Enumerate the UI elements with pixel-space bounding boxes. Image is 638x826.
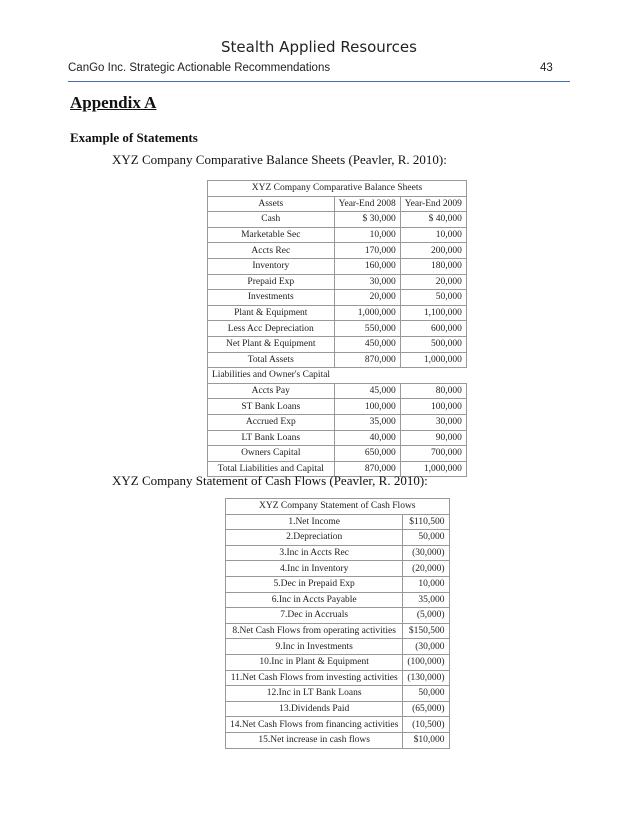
table-row bbox=[208, 243, 467, 259]
column-header: Assets bbox=[208, 196, 335, 212]
table-row bbox=[226, 530, 450, 546]
table-row bbox=[226, 732, 450, 748]
liabilities-heading: Liabilities and Owner's Capital bbox=[208, 368, 335, 384]
row-value: 10,000 bbox=[403, 576, 449, 592]
row-value: $10,000 bbox=[403, 732, 449, 748]
balance-sheet-table bbox=[207, 180, 467, 477]
row-value: 700,000 bbox=[400, 446, 466, 462]
row-value: 50,000 bbox=[403, 530, 449, 546]
row-value: 1,000,000 bbox=[334, 305, 400, 321]
row-value: 870,000 bbox=[334, 352, 400, 368]
table-row bbox=[208, 383, 467, 399]
row-value: 35,000 bbox=[334, 414, 400, 430]
table-row bbox=[226, 576, 450, 592]
row-label: Plant & Equipment bbox=[208, 305, 335, 321]
table-row bbox=[226, 608, 450, 624]
row-label: 10.Inc in Plant & Equipment bbox=[226, 654, 403, 670]
row-value: 550,000 bbox=[334, 321, 400, 337]
row-label: Net Plant & Equipment bbox=[208, 336, 335, 352]
table-row bbox=[226, 639, 450, 655]
table-row bbox=[226, 561, 450, 577]
running-header: CanGo Inc. Strategic Actionable Recommendations bbox=[68, 62, 331, 74]
row-value: $110,500 bbox=[403, 514, 449, 530]
section-heading: Example of Statements bbox=[70, 130, 198, 145]
table-row bbox=[208, 305, 467, 321]
row-value: 90,000 bbox=[400, 430, 466, 446]
row-value: 100,000 bbox=[334, 399, 400, 415]
row-value: 35,000 bbox=[403, 592, 449, 608]
row-value: (130,000) bbox=[403, 670, 449, 686]
table-row bbox=[208, 399, 467, 415]
row-label: 3.Inc in Accts Rec bbox=[226, 545, 403, 561]
row-value: (65,000) bbox=[403, 701, 449, 717]
row-label: 8.Net Cash Flows from operating activities bbox=[226, 623, 403, 639]
table-row bbox=[208, 352, 467, 368]
row-label: Marketable Sec bbox=[208, 227, 335, 243]
row-value: 40,000 bbox=[334, 430, 400, 446]
row-value: 170,000 bbox=[334, 243, 400, 259]
table-title-row bbox=[226, 499, 450, 515]
table-row bbox=[226, 717, 450, 733]
row-label: LT Bank Loans bbox=[208, 430, 335, 446]
appendix-heading: Appendix A bbox=[70, 93, 157, 112]
row-value: 30,000 bbox=[334, 274, 400, 290]
balance-sheet-caption: XYZ Company Comparative Balance Sheets (Peavler, R. 2010): bbox=[112, 152, 447, 167]
row-label: Prepaid Exp bbox=[208, 274, 335, 290]
table-row bbox=[208, 414, 467, 430]
table-row bbox=[208, 336, 467, 352]
row-label: Inventory bbox=[208, 258, 335, 274]
row-label: 12.Inc in LT Bank Loans bbox=[226, 686, 403, 702]
cash-flow-caption: XYZ Company Statement of Cash Flows (Peavler, R. 2010): bbox=[112, 473, 428, 488]
balance-sheet-title: XYZ Company Comparative Balance Sheets bbox=[208, 181, 467, 197]
header-rule bbox=[68, 81, 570, 82]
row-value: 650,000 bbox=[334, 446, 400, 462]
document-title: Stealth Applied Resources bbox=[221, 38, 417, 56]
row-label: Cash bbox=[208, 212, 335, 228]
row-label: Accts Rec bbox=[208, 243, 335, 259]
row-value: 180,000 bbox=[400, 258, 466, 274]
row-value: (30,000) bbox=[403, 545, 449, 561]
table-section-row bbox=[208, 368, 467, 384]
table-row bbox=[226, 670, 450, 686]
table-title-row bbox=[208, 181, 467, 197]
row-label: Less Acc Depreciation bbox=[208, 321, 335, 337]
table-row bbox=[208, 290, 467, 306]
row-value: 600,000 bbox=[400, 321, 466, 337]
row-value: 45,000 bbox=[334, 383, 400, 399]
column-header: Year-End 2009 bbox=[400, 196, 466, 212]
table-row bbox=[208, 446, 467, 462]
row-value: (20,000) bbox=[403, 561, 449, 577]
row-label: 15.Net increase in cash flows bbox=[226, 732, 403, 748]
table-row bbox=[208, 212, 467, 228]
table-row bbox=[226, 623, 450, 639]
row-value: $150,500 bbox=[403, 623, 449, 639]
table-row bbox=[226, 592, 450, 608]
row-value: 10,000 bbox=[400, 227, 466, 243]
table-row bbox=[208, 321, 467, 337]
row-value: (10,500) bbox=[403, 717, 449, 733]
row-value: 100,000 bbox=[400, 399, 466, 415]
cash-flow-table bbox=[225, 498, 450, 749]
row-label: 4.Inc in Inventory bbox=[226, 561, 403, 577]
table-row bbox=[226, 545, 450, 561]
row-value: 20,000 bbox=[400, 274, 466, 290]
row-value: 200,000 bbox=[400, 243, 466, 259]
table-row bbox=[226, 701, 450, 717]
row-label: Accts Pay bbox=[208, 383, 335, 399]
column-header: Year-End 2008 bbox=[334, 196, 400, 212]
row-label: 2.Depreciation bbox=[226, 530, 403, 546]
row-label: Total Liabilities and Capital bbox=[208, 461, 335, 477]
cash-flow-title: XYZ Company Statement of Cash Flows bbox=[226, 499, 450, 515]
row-value: 1,000,000 bbox=[400, 461, 466, 477]
row-value: (5,000) bbox=[403, 608, 449, 624]
page-number: 43 bbox=[540, 62, 553, 74]
table-row bbox=[226, 654, 450, 670]
row-label: 5.Dec in Prepaid Exp bbox=[226, 576, 403, 592]
row-label: Investments bbox=[208, 290, 335, 306]
table-row bbox=[208, 430, 467, 446]
row-value: (100,000) bbox=[403, 654, 449, 670]
table-header-row bbox=[208, 196, 467, 212]
row-value: 20,000 bbox=[334, 290, 400, 306]
row-value: (30,000 bbox=[403, 639, 449, 655]
row-value: 1,000,000 bbox=[400, 352, 466, 368]
row-value: $ 30,000 bbox=[334, 212, 400, 228]
row-label: ST Bank Loans bbox=[208, 399, 335, 415]
row-value: 1,100,000 bbox=[400, 305, 466, 321]
row-label: 9.Inc in Investments bbox=[226, 639, 403, 655]
row-value: 870,000 bbox=[334, 461, 400, 477]
row-value: 450,000 bbox=[334, 336, 400, 352]
table-row bbox=[208, 227, 467, 243]
table-row bbox=[208, 258, 467, 274]
table-row bbox=[226, 514, 450, 530]
row-value: 500,000 bbox=[400, 336, 466, 352]
row-value: $ 40,000 bbox=[400, 212, 466, 228]
row-label: 11.Net Cash Flows from investing activities bbox=[226, 670, 403, 686]
row-value: 80,000 bbox=[400, 383, 466, 399]
row-value: 10,000 bbox=[334, 227, 400, 243]
row-label: Owners Capital bbox=[208, 446, 335, 462]
row-value: 50,000 bbox=[400, 290, 466, 306]
row-label: 7.Dec in Accruals bbox=[226, 608, 403, 624]
row-value: 160,000 bbox=[334, 258, 400, 274]
row-label: Total Assets bbox=[208, 352, 335, 368]
row-label: 1.Net Income bbox=[226, 514, 403, 530]
row-value: 50,000 bbox=[403, 686, 449, 702]
row-label: 13.Dividends Paid bbox=[226, 701, 403, 717]
table-row bbox=[208, 274, 467, 290]
table-row bbox=[226, 686, 450, 702]
row-value: 30,000 bbox=[400, 414, 466, 430]
row-label: 14.Net Cash Flows from financing activities bbox=[226, 717, 403, 733]
row-label: Accrued Exp bbox=[208, 414, 335, 430]
row-label: 6.Inc in Accts Payable bbox=[226, 592, 403, 608]
